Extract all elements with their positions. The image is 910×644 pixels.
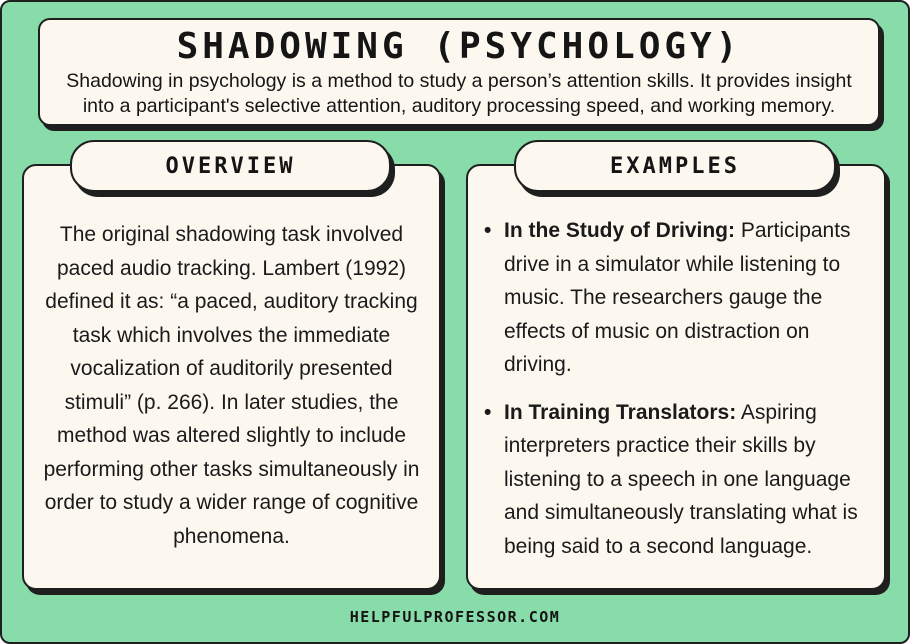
footer-website: HELPFULPROFESSOR.COM	[349, 608, 561, 626]
example-term: In the Study of Driving:	[504, 219, 735, 242]
list-item	[484, 396, 874, 564]
header-card	[38, 18, 880, 126]
overview-heading: OVERVIEW	[70, 140, 391, 192]
page-title: SHADOWING (PSYCHOLOGY)	[176, 26, 742, 67]
list-item	[484, 214, 874, 382]
bullet-icon: •	[484, 219, 492, 242]
example-text: Aspiring interpreters practice their skills by listening to a speech in one language and simultaneously translating what is being said to a second language.	[504, 400, 858, 558]
examples-panel	[466, 164, 886, 590]
example-text: Participants drive in a simulator while listening to music. The researchers gauge the effects of music on distraction on driving.	[504, 219, 851, 376]
example-term: In Training Translators:	[504, 400, 737, 424]
overview-body: The original shadowing task involved paced audio tracking. Lambert (1992) defined it as: “a paced, auditory tracking task which involves the immediate vocalization of auditorily presented stimuli” (p. 266). In later studies, the method was altered slightly to include performing other tasks simultaneously in order to study a wider range of cognitive phenomena.	[43, 223, 420, 548]
page-subtitle: Shadowing in psychology is a method to study a person’s attention skills. It provides insight into a participant's selective attention, auditory processing speed, and working memory.	[66, 70, 852, 117]
overview-panel	[22, 164, 441, 590]
bullet-icon: •	[484, 400, 492, 424]
examples-list	[484, 214, 874, 577]
examples-heading: EXAMPLES	[514, 140, 836, 192]
